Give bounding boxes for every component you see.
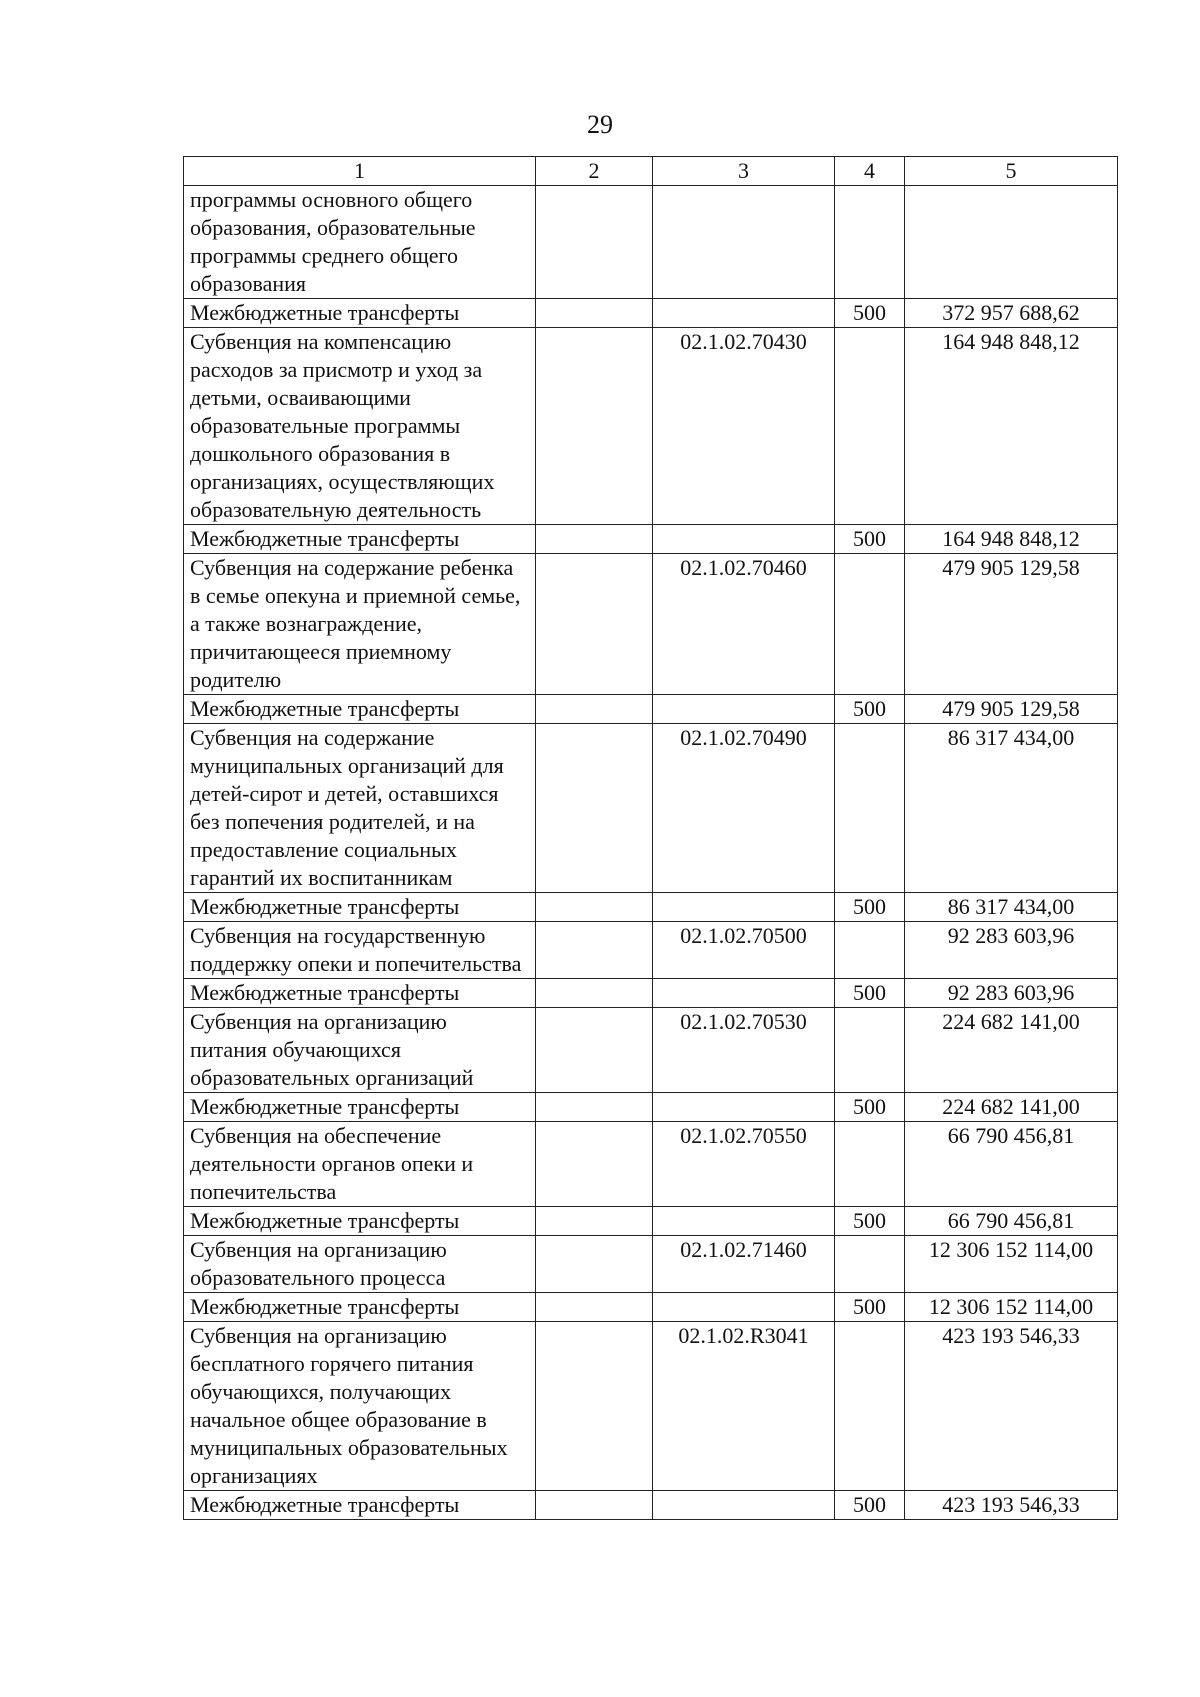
- row-col2-cell: [536, 695, 653, 724]
- row-code-cell: [653, 1293, 835, 1322]
- row-sum-cell: 164 948 848,12: [905, 525, 1118, 554]
- header-col-3: 3: [653, 157, 835, 186]
- row-type-cell: 500: [835, 1491, 905, 1520]
- row-name-cell: Межбюджетные трансферты: [184, 1491, 536, 1520]
- table-row: [184, 1207, 1118, 1236]
- row-type-cell: 500: [835, 299, 905, 328]
- header-col-5: 5: [905, 157, 1118, 186]
- row-col2-cell: [536, 525, 653, 554]
- row-name-cell: Межбюджетные трансферты: [184, 979, 536, 1008]
- row-name-cell: Субвенция на компенсацию расходов за присмотр и уход за детьми, осваивающими образовательные программы дошкольного образования в организациях, осуществляющих образовательную деятельность: [184, 328, 536, 525]
- table-row: [184, 724, 1118, 893]
- row-col2-cell: [536, 1293, 653, 1322]
- row-code-cell: 02.1.02.71460: [653, 1236, 835, 1293]
- row-sum-cell: 66 790 456,81: [905, 1207, 1118, 1236]
- row-name-cell: Межбюджетные трансферты: [184, 1093, 536, 1122]
- row-col2-cell: [536, 1093, 653, 1122]
- row-sum-cell: 224 682 141,00: [905, 1093, 1118, 1122]
- row-name-cell: Субвенция на организацию образовательного процесса: [184, 1236, 536, 1293]
- table-header-row: [184, 157, 1118, 186]
- page-number: 29: [587, 110, 613, 139]
- row-code-cell: [653, 1093, 835, 1122]
- row-name-cell: Межбюджетные трансферты: [184, 525, 536, 554]
- row-sum-cell: 86 317 434,00: [905, 893, 1118, 922]
- table-row: [184, 1008, 1118, 1093]
- table-row: [184, 299, 1118, 328]
- header-col-2: 2: [536, 157, 653, 186]
- header-col-4: 4: [835, 157, 905, 186]
- table-row: [184, 525, 1118, 554]
- row-type-cell: 500: [835, 979, 905, 1008]
- row-name-cell: Субвенция на содержание муниципальных организаций для детей-сирот и детей, оставшихся без попечения родителей, и на предоставление социальных гарантий их воспитанникам: [184, 724, 536, 893]
- row-code-cell: 02.1.02.70430: [653, 328, 835, 525]
- row-col2-cell: [536, 1207, 653, 1236]
- row-col2-cell: [536, 1236, 653, 1293]
- row-sum-cell: 164 948 848,12: [905, 328, 1118, 525]
- table-row: [184, 1491, 1118, 1520]
- row-sum-cell: 423 193 546,33: [905, 1322, 1118, 1491]
- table-row: [184, 186, 1118, 299]
- row-code-cell: 02.1.02.70490: [653, 724, 835, 893]
- row-sum-cell: 423 193 546,33: [905, 1491, 1118, 1520]
- table-row: [184, 979, 1118, 1008]
- row-col2-cell: [536, 186, 653, 299]
- row-sum-cell: 92 283 603,96: [905, 922, 1118, 979]
- budget-table: [183, 156, 1118, 1520]
- row-col2-cell: [536, 979, 653, 1008]
- row-sum-cell: 66 790 456,81: [905, 1122, 1118, 1207]
- row-name-cell: Субвенция на содержание ребенка в семье опекуна и приемной семье, а также вознаграждение, причитающееся приемному родителю: [184, 554, 536, 695]
- row-code-cell: [653, 893, 835, 922]
- row-sum-cell: 12 306 152 114,00: [905, 1293, 1118, 1322]
- row-code-cell: 02.1.02.70460: [653, 554, 835, 695]
- row-name-cell: Межбюджетные трансферты: [184, 695, 536, 724]
- table-body: [184, 186, 1118, 1520]
- row-col2-cell: [536, 1491, 653, 1520]
- row-col2-cell: [536, 893, 653, 922]
- row-code-cell: 02.1.02.R3041: [653, 1322, 835, 1491]
- row-type-cell: [835, 1236, 905, 1293]
- row-type-cell: [835, 1322, 905, 1491]
- header-col-1: 1: [184, 157, 536, 186]
- row-col2-cell: [536, 1008, 653, 1093]
- row-type-cell: [835, 186, 905, 299]
- row-col2-cell: [536, 1322, 653, 1491]
- table-row: [184, 1122, 1118, 1207]
- row-col2-cell: [536, 554, 653, 695]
- row-code-cell: [653, 695, 835, 724]
- row-col2-cell: [536, 328, 653, 525]
- row-type-cell: 500: [835, 1093, 905, 1122]
- row-type-cell: [835, 922, 905, 979]
- row-col2-cell: [536, 922, 653, 979]
- table-row: [184, 1322, 1118, 1491]
- row-sum-cell: 92 283 603,96: [905, 979, 1118, 1008]
- row-name-cell: Субвенция на организацию бесплатного горячего питания обучающихся, получающих начальное общее образование в муниципальных образовательных организациях: [184, 1322, 536, 1491]
- row-type-cell: [835, 1122, 905, 1207]
- row-name-cell: Межбюджетные трансферты: [184, 1293, 536, 1322]
- row-name-cell: Межбюджетные трансферты: [184, 299, 536, 328]
- row-name-cell: Субвенция на организацию питания обучающихся образовательных организаций: [184, 1008, 536, 1093]
- row-type-cell: 500: [835, 1207, 905, 1236]
- table-row: [184, 893, 1118, 922]
- row-sum-cell: 12 306 152 114,00: [905, 1236, 1118, 1293]
- row-type-cell: [835, 724, 905, 893]
- row-code-cell: 02.1.02.70550: [653, 1122, 835, 1207]
- row-code-cell: 02.1.02.70500: [653, 922, 835, 979]
- row-code-cell: [653, 1207, 835, 1236]
- row-col2-cell: [536, 724, 653, 893]
- row-sum-cell: 479 905 129,58: [905, 554, 1118, 695]
- row-type-cell: 500: [835, 1293, 905, 1322]
- row-col2-cell: [536, 1122, 653, 1207]
- row-type-cell: 500: [835, 525, 905, 554]
- table-row: [184, 695, 1118, 724]
- table-row: [184, 922, 1118, 979]
- row-name-cell: Межбюджетные трансферты: [184, 1207, 536, 1236]
- row-code-cell: [653, 186, 835, 299]
- row-sum-cell: 224 682 141,00: [905, 1008, 1118, 1093]
- table-row: [184, 1236, 1118, 1293]
- row-col2-cell: [536, 299, 653, 328]
- row-name-cell: Субвенция на государственную поддержку опеки и попечительства: [184, 922, 536, 979]
- row-sum-cell: 479 905 129,58: [905, 695, 1118, 724]
- row-code-cell: 02.1.02.70530: [653, 1008, 835, 1093]
- table-row: [184, 1293, 1118, 1322]
- row-code-cell: [653, 1491, 835, 1520]
- row-name-cell: Субвенция на обеспечение деятельности органов опеки и попечительства: [184, 1122, 536, 1207]
- table-row: [184, 328, 1118, 525]
- row-type-cell: 500: [835, 695, 905, 724]
- row-sum-cell: 372 957 688,62: [905, 299, 1118, 328]
- row-type-cell: 500: [835, 893, 905, 922]
- row-name-cell: Межбюджетные трансферты: [184, 893, 536, 922]
- row-sum-cell: 86 317 434,00: [905, 724, 1118, 893]
- row-sum-cell: [905, 186, 1118, 299]
- row-name-cell: программы основного общего образования, образовательные программы среднего общего образования: [184, 186, 536, 299]
- table-row: [184, 554, 1118, 695]
- table-row: [184, 1093, 1118, 1122]
- row-code-cell: [653, 299, 835, 328]
- row-type-cell: [835, 1008, 905, 1093]
- row-code-cell: [653, 979, 835, 1008]
- row-type-cell: [835, 554, 905, 695]
- row-type-cell: [835, 328, 905, 525]
- row-code-cell: [653, 525, 835, 554]
